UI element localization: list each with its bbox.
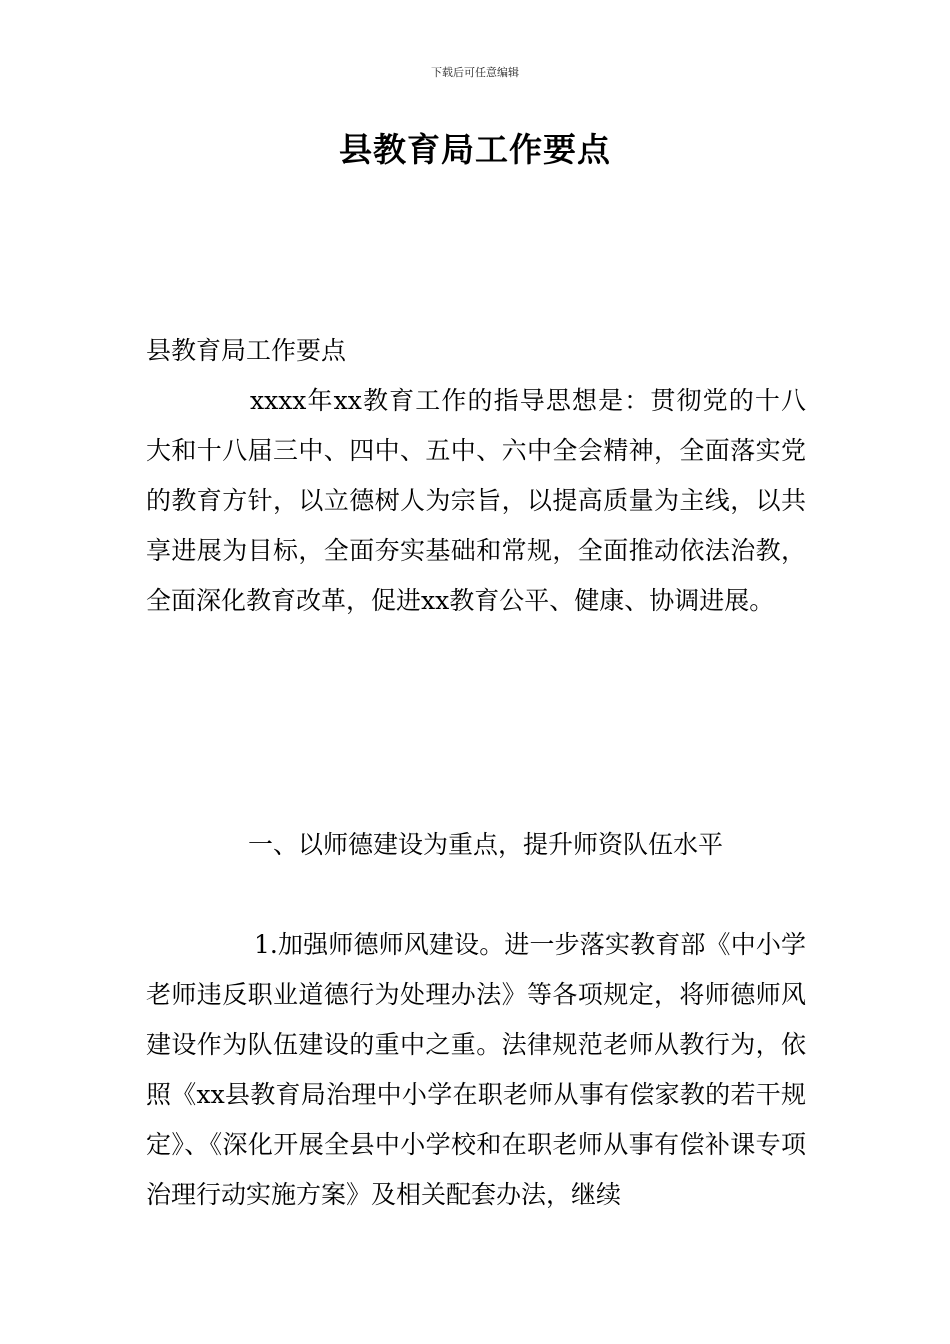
document-title: 县教育局工作要点 (339, 130, 611, 169)
section-heading: 一、以师德建设为重点，提升师资队伍水平 (248, 830, 724, 859)
header-note: 下载后可任意编辑 (431, 66, 519, 79)
intro-paragraph: xxxx年xx教育工作的指导思想是：贯彻党的十八大和十八届三中、四中、五中、六中全会精神，全面落实党的教育方针，以立德树人为宗旨，以提高质量为主线，以共享进展为目标，全面夯实基础和常规，全面推动依法治教，全面深化教育改革，促进xx教育公平、健康、协调进展。 (146, 386, 806, 615)
document-subtitle: 县教育局工作要点 (146, 336, 347, 365)
section-item-paragraph: 1.加强师德师风建设。进一步落实教育部《中小学老师违反职业道德行为处理办法》等各项规定，将师德师风建设作为队伍建设的重中之重。法律规范老师从教行为，依照《xx县教育局治理中小学在职老师从事有偿家教的若干规定》、《深化开展全县中小学校和在职老师从事有偿补课专项治理行动实施方案》及相关配套办法，继续 (146, 930, 806, 1209)
